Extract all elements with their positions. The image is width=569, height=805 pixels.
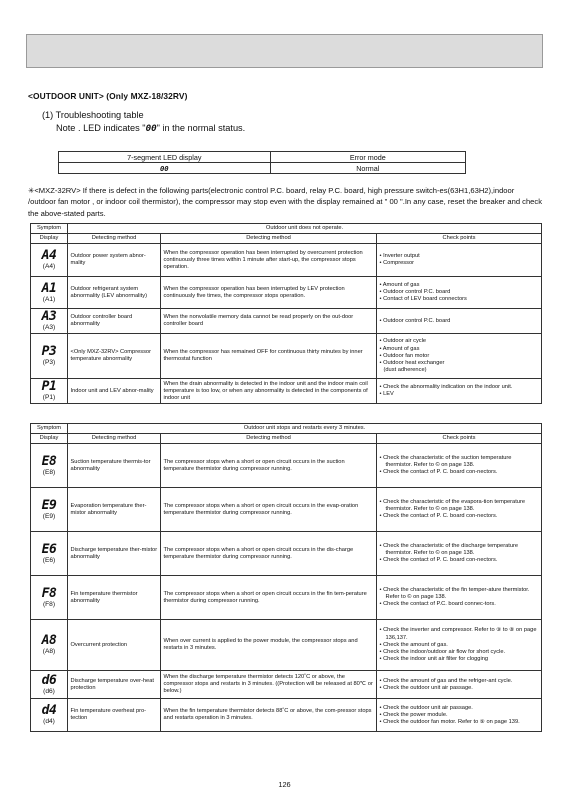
section-title: <OUTDOOR UNIT> (Only MXZ-18/32RV)	[28, 91, 188, 101]
detection-detail-cell: When the discharge temperature thermistor detects 120˚C or above, the compressor stops and restarts in 3 minutes. ((Protection will be released at 80℃ or below.)	[161, 671, 377, 699]
error-code-text: (E6)	[42, 556, 56, 564]
detection-detail-cell: The compressor stops when a short or open circuit occurs in the evap-oration temperature thermistor during compressor running.	[161, 488, 377, 532]
detection-detail-cell: When the nonvolatile memory data cannot be read properly on the out-door controller board	[161, 309, 377, 334]
check-points-cell	[377, 244, 542, 277]
check-points-cell	[377, 309, 542, 334]
error-display-cell	[31, 532, 68, 576]
led-error-code: E8	[41, 453, 57, 469]
table-row	[31, 444, 542, 488]
col-display: Display	[31, 434, 68, 444]
table-row	[31, 576, 542, 620]
error-display-cell	[31, 277, 68, 309]
error-name-cell: <Only MXZ-32RV> Compressor temperature abnormality	[68, 334, 161, 379]
col-check-points: Check points	[377, 434, 542, 444]
error-name-cell: Outdoor power system abnor-mality	[68, 244, 161, 277]
led-note	[56, 123, 245, 134]
col-method: Detecting method	[68, 234, 161, 244]
led-status-table	[58, 151, 466, 174]
check-point-item: • Inverter output	[379, 253, 420, 260]
led-error-code: F8	[41, 585, 57, 601]
led-note-symbol: 00	[145, 123, 157, 134]
error-code-text: (d4)	[43, 718, 55, 726]
check-point-item: (dust adherence)	[383, 366, 427, 373]
check-point-item: • Check the power module.	[379, 711, 448, 718]
check-point-item: • Contact of LEV board connectors	[379, 296, 467, 303]
led-error-code: P1	[41, 379, 57, 395]
check-points-cell	[377, 699, 542, 732]
detection-detail-cell: When the compressor has remained OFF for continuous thirty minutes by inner thermostat function	[161, 334, 377, 379]
led-table-header-mode: Error mode	[270, 152, 465, 163]
col-method-detail: Detecting method	[161, 434, 377, 444]
check-points-cell	[377, 620, 542, 671]
error-code-text: (A4)	[42, 263, 56, 271]
error-name-cell: Outdoor controller board abnormality	[68, 309, 161, 334]
error-name-cell: Evaporation temperature ther-mistor abnormality	[68, 488, 161, 532]
led-error-code: A4	[41, 248, 57, 264]
check-points-cell	[377, 277, 542, 309]
col-method-detail: Detecting method	[161, 234, 377, 244]
table-row	[31, 699, 542, 732]
error-display-cell	[31, 671, 68, 699]
check-point-item: • Check the amount of gas.	[379, 641, 448, 648]
error-display-cell	[31, 379, 68, 404]
led-error-code: A3	[41, 309, 57, 325]
led-error-code: E9	[41, 497, 57, 513]
table-row	[31, 244, 542, 277]
check-point-item: • Check the outdoor fan motor. Refer to ⑨ on page 139.	[379, 718, 520, 725]
error-code-text: (P1)	[42, 394, 56, 402]
led-error-code: P3	[41, 344, 57, 360]
detection-detail-cell: When the compressor operation has been interrupted by overcurrent protection continuously three times within 1 minute after start-up, the compressor stops operation.	[161, 244, 377, 277]
check-point-item: • Outdoor control P.C. board	[379, 289, 451, 296]
symptom-text: Outdoor unit does not operate.	[68, 224, 542, 234]
check-point-item: • Check the outdoor unit air passage.	[379, 704, 473, 711]
defect-note: ✳<MXZ-32RV> If there is defect in the following parts(electronic control P.C. board, relay P.C. board, high pressure switch-es(63H1,63H2),indoor /outdoor fan motor , or indoor coil thermistor), the compressor may stop even with the display remained at " 00 ".In any case, reset the breaker and check the above-stated parts.	[28, 186, 543, 218]
check-point-item: • Check the contact of P.C. board connec-tors.	[379, 601, 496, 608]
check-points-cell	[377, 576, 542, 620]
col-display: Display	[31, 234, 68, 244]
check-points-cell	[377, 671, 542, 699]
error-code-text: (A1)	[42, 295, 56, 303]
detection-detail-cell: When the compressor operation has been interrupted by LEV protection continuously five times, the compressor stops operation.	[161, 277, 377, 309]
error-name-cell: Overcurrent protection	[68, 620, 161, 671]
error-code-text: (E8)	[42, 468, 56, 476]
error-code-text: (F8)	[42, 600, 56, 608]
error-name-cell: Indoor unit and LEV abnor-mality	[68, 379, 161, 404]
error-name-cell: Fin temperature thermistor abnormality	[68, 576, 161, 620]
check-point-item: • Check the contact of P. C. board con-nectors.	[379, 469, 498, 476]
check-point-item: • Outdoor heat exchanger	[379, 359, 445, 366]
error-display-cell	[31, 444, 68, 488]
check-point-item: • Check the characteristic of the discharge temperature thermistor. Refer to © on page 138.	[379, 543, 519, 557]
error-name-cell: Suction temperature thermis-tor abnormality	[68, 444, 161, 488]
check-points-cell	[377, 488, 542, 532]
error-code-text: (E9)	[42, 512, 56, 520]
check-points-cell	[377, 532, 542, 576]
error-display-cell	[31, 576, 68, 620]
symptom-text: Outdoor unit stops and restarts every 3 minutes.	[68, 424, 542, 434]
heading: (1) Troubleshooting table	[42, 110, 144, 120]
detection-detail-cell: When over current is applied to the power module, the compressor stops and restarts in 3 minutes.	[161, 620, 377, 671]
col-check-points: Check points	[377, 234, 542, 244]
check-point-item: • Check the indoor unit air filter for clogging	[379, 655, 489, 662]
check-point-item: • Check the contact of P. C. board con-nectors.	[379, 513, 498, 520]
table-row	[31, 671, 542, 699]
table-row	[31, 620, 542, 671]
error-display-cell	[31, 309, 68, 334]
error-name-cell: Fin temperature overheat pro-tection	[68, 699, 161, 732]
troubleshooting-table-no-operation	[30, 223, 542, 404]
error-display-cell	[31, 699, 68, 732]
table-row	[31, 532, 542, 576]
check-point-item: • Check the contact of P. C. board con-nectors.	[379, 557, 498, 564]
header-band	[26, 34, 543, 68]
led-table-display-value: 00	[59, 163, 271, 174]
led-note-suffix: " in the normal status.	[156, 123, 246, 133]
check-point-item: • Check the characteristic of the evapora-tion temperature thermistor. Refer to © on page 138.	[379, 499, 526, 513]
error-name-cell: Outdoor refrigerant system abnormality (LEV abnormality)	[68, 277, 161, 309]
detection-detail-cell: The compressor stops when a short or open circuit occurs in the fin tem-perature thermistor during compressor running.	[161, 576, 377, 620]
check-points-cell	[377, 379, 542, 404]
table-row	[31, 277, 542, 309]
page-number: 126	[278, 780, 291, 789]
check-point-item: • Compressor	[379, 260, 415, 267]
check-point-item: • Outdoor control P.C. board	[379, 317, 451, 324]
detection-detail-cell: The compressor stops when a short or open circuit occurs in the dis-charge temperature thermistor during compressor running.	[161, 532, 377, 576]
col-method: Detecting method	[68, 434, 161, 444]
check-point-item: • Outdoor air cycle	[379, 338, 427, 345]
led-error-code: d4	[41, 703, 57, 719]
led-table-header-display: 7-segment LED display	[59, 152, 271, 163]
symptom-label: Symptom	[31, 224, 68, 234]
error-name-cell: Discharge temperature over-heat protection	[68, 671, 161, 699]
check-points-cell	[377, 334, 542, 379]
error-display-cell	[31, 488, 68, 532]
detection-detail-cell: When the drain abnormality is detected in the indoor unit and the indoor main coil temperature is too low, or when any abnormality is detected in the components of indoor unit	[161, 379, 377, 404]
error-code-text: (A8)	[42, 648, 56, 656]
detection-detail-cell: The compressor stops when a short or open circuit occurs in the suction temperature thermistor during compressor running.	[161, 444, 377, 488]
table-row	[31, 379, 542, 404]
check-point-item: • LEV	[379, 391, 394, 398]
check-point-item: • Check the outdoor unit air passage.	[379, 684, 473, 691]
check-point-item: • Outdoor fan motor	[379, 352, 430, 359]
error-code-text: (d6)	[43, 687, 55, 695]
check-point-item: • Check the amount of gas and the refriger-ant cycle.	[379, 677, 513, 684]
check-points-cell	[377, 444, 542, 488]
symptom-label: Symptom	[31, 424, 68, 434]
table-row	[31, 488, 542, 532]
check-point-item: • Check the inverter and compressor. Refer to ⑨ to ⑧ on page 136,137.	[379, 627, 537, 641]
led-table-mode-value: Normal	[270, 163, 465, 174]
check-point-item: • Check the abnormality indication on the indoor unit.	[379, 384, 513, 391]
table-row	[31, 309, 542, 334]
error-display-cell	[31, 334, 68, 379]
check-point-item: • Amount of gas	[379, 282, 420, 289]
led-error-code: E6	[41, 541, 57, 557]
troubleshooting-table-restarts	[30, 423, 542, 732]
led-note-prefix: Note . LED indicates "	[56, 123, 146, 133]
check-point-item: • Check the indoor/outdoor air flow for short cycle.	[379, 648, 506, 655]
error-code-text: (A3)	[42, 324, 56, 332]
detection-detail-cell: When the fin temperature thermistor detects 88˚C or above, the com-pressor stops and restarts operation in 3 minutes.	[161, 699, 377, 732]
error-name-cell: Discharge temperature ther-mistor abnormality	[68, 532, 161, 576]
led-error-code: A8	[41, 633, 57, 649]
led-error-code: A1	[41, 280, 57, 296]
check-point-item: • Amount of gas	[379, 345, 420, 352]
table-row	[31, 334, 542, 379]
check-point-item: • Check the characteristic of the fin temper-ature thermistor. Refer to © on page 138.	[379, 587, 530, 601]
check-point-item: • Check the characteristic of the suction temperature thermistor. Refer to © on page 138.	[379, 455, 512, 469]
error-display-cell	[31, 244, 68, 277]
led-error-code: d6	[41, 672, 57, 688]
error-code-text: (P3)	[42, 359, 56, 367]
error-display-cell	[31, 620, 68, 671]
